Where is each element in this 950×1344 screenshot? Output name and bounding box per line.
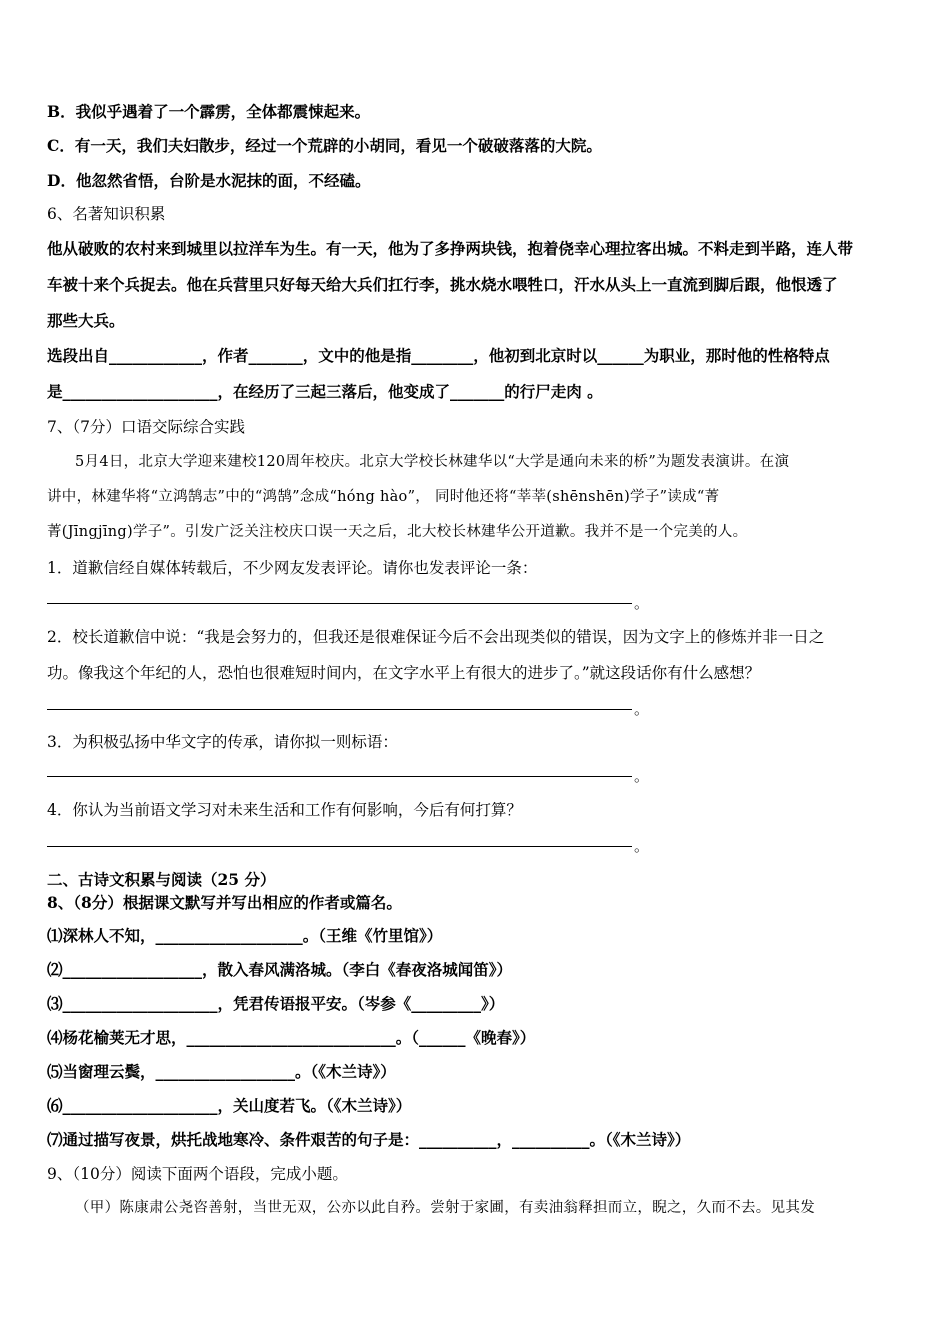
q8-item[interactable]: ⑺通过描写夜景，烘托战地寒冷、条件艰苦的句子是：__________，__________。（《木兰诗》） <box>47 1130 691 1149</box>
q7-sub2-line: 功。像我这个年纪的人，恐怕也很难短时间内，在文字水平上有很大的进步了。”就这段话你有什么感想？ <box>47 664 761 682</box>
q8-item[interactable]: ⑶____________________，凭君传语报平安。（岑参《_________》） <box>47 994 505 1013</box>
q5-option-b: B．我似乎遇着了一个霹雳，全体都震悚起来。 <box>47 102 371 121</box>
q8-item[interactable]: ⑸当窗理云鬓，__________________。（《木兰诗》） <box>47 1062 396 1081</box>
answer-end: 。 <box>634 594 650 612</box>
q9-passage-line: （甲）陈康肃公尧咨善射，当世无双，公亦以此自矜。尝射于家圃，有卖油翁释担而立，睨之，久而不去。见其发 <box>75 1200 815 1216</box>
answer-end: 。 <box>634 767 650 785</box>
q7-passage-line: 5月4日，北京大学迎来建校120周年校庆。北京大学校长林建华以“大学是通向未来的桥”为题发表演讲。在演 <box>75 454 790 470</box>
q6-blank-line[interactable]: 是____________________，在经历了三起三落后，他变成了_______的行尸走肉 。 <box>47 382 603 401</box>
q8-item[interactable]: ⑴深林人不知，___________________。（王维《竹里馆》） <box>47 926 443 945</box>
q8-item[interactable]: ⑹____________________，关山度若飞。（《木兰诗》） <box>47 1096 412 1115</box>
q6-passage-line: 他从破败的农村来到城里以拉洋车为生。有一天，他为了多挣两块钱，抱着侥幸心理拉客出城。不料走到半路，连人带 <box>47 239 854 258</box>
q6-passage-line: 车被十来个兵捉去。他在兵营里只好每天给大兵们扛行李，挑水烧水喂牲口，汗水从头上一直流到脚后跟，他恨透了 <box>47 275 838 294</box>
q5-option-d: D．他忽然省悟，台阶是水泥抹的面，不经磕。 <box>47 171 371 190</box>
q8-heading: 8、（8分）根据课文默写并写出相应的作者或篇名。 <box>47 893 402 912</box>
q8-item[interactable]: ⑷杨花榆荚无才思，___________________________。（______《晚春》） <box>47 1028 536 1047</box>
q6-blank-line[interactable]: 选段出自____________，作者_______，文中的他是指________，他初到北京时以______为职业，那时他的性格特点 <box>47 346 830 365</box>
answer-end: 。 <box>634 837 650 855</box>
q6-passage-line: 那些大兵。 <box>47 311 125 330</box>
section2-heading: 二、古诗文积累与阅读（25 分） <box>47 870 276 889</box>
q8-item[interactable]: ⑵__________________，散入春风满洛城。（李白《春夜洛城闻笛》） <box>47 960 513 979</box>
q7-sub3: 3．为积极弘扬中华文字的传承，请你拟一则标语： <box>47 733 398 751</box>
q7-passage-line: 讲中，林建华将“立鸿鹄志”中的“鸿鹄”念成“hóng hào”， 同时他还将“莘莘(shēnshēn)学子”读成“菁 <box>47 489 720 505</box>
answer-end: 。 <box>634 700 650 718</box>
q5-option-c: C．有一天，我们夫妇散步，经过一个荒辟的小胡同，看见一个破破落落的大院。 <box>47 136 602 155</box>
q7-sub1: 1．道歉信经自媒体转载后，不少网友发表评论。请你也发表评论一条： <box>47 559 538 577</box>
q7-passage-line: 菁(Jīngjīng)学子”。引发广泛关注校庆口误一天之后，北大校长林建华公开道歉。我并不是一个完美的人。 <box>47 524 748 540</box>
q7-sub2-line: 2．校长道歉信中说：“我是会努力的，但我还是很难保证今后不会出现类似的错误，因为文字上的修炼并非一日之 <box>47 628 825 646</box>
q7-heading: 7、（7分）口语交际综合实践 <box>47 418 245 436</box>
q6-heading: 6、名著知识积累 <box>47 205 166 223</box>
q7-sub4: 4．你认为当前语文学习对未来生活和工作有何影响，今后有何打算？ <box>47 801 522 819</box>
q9-heading: 9、（10分）阅读下面两个语段，完成小题。 <box>47 1165 348 1183</box>
